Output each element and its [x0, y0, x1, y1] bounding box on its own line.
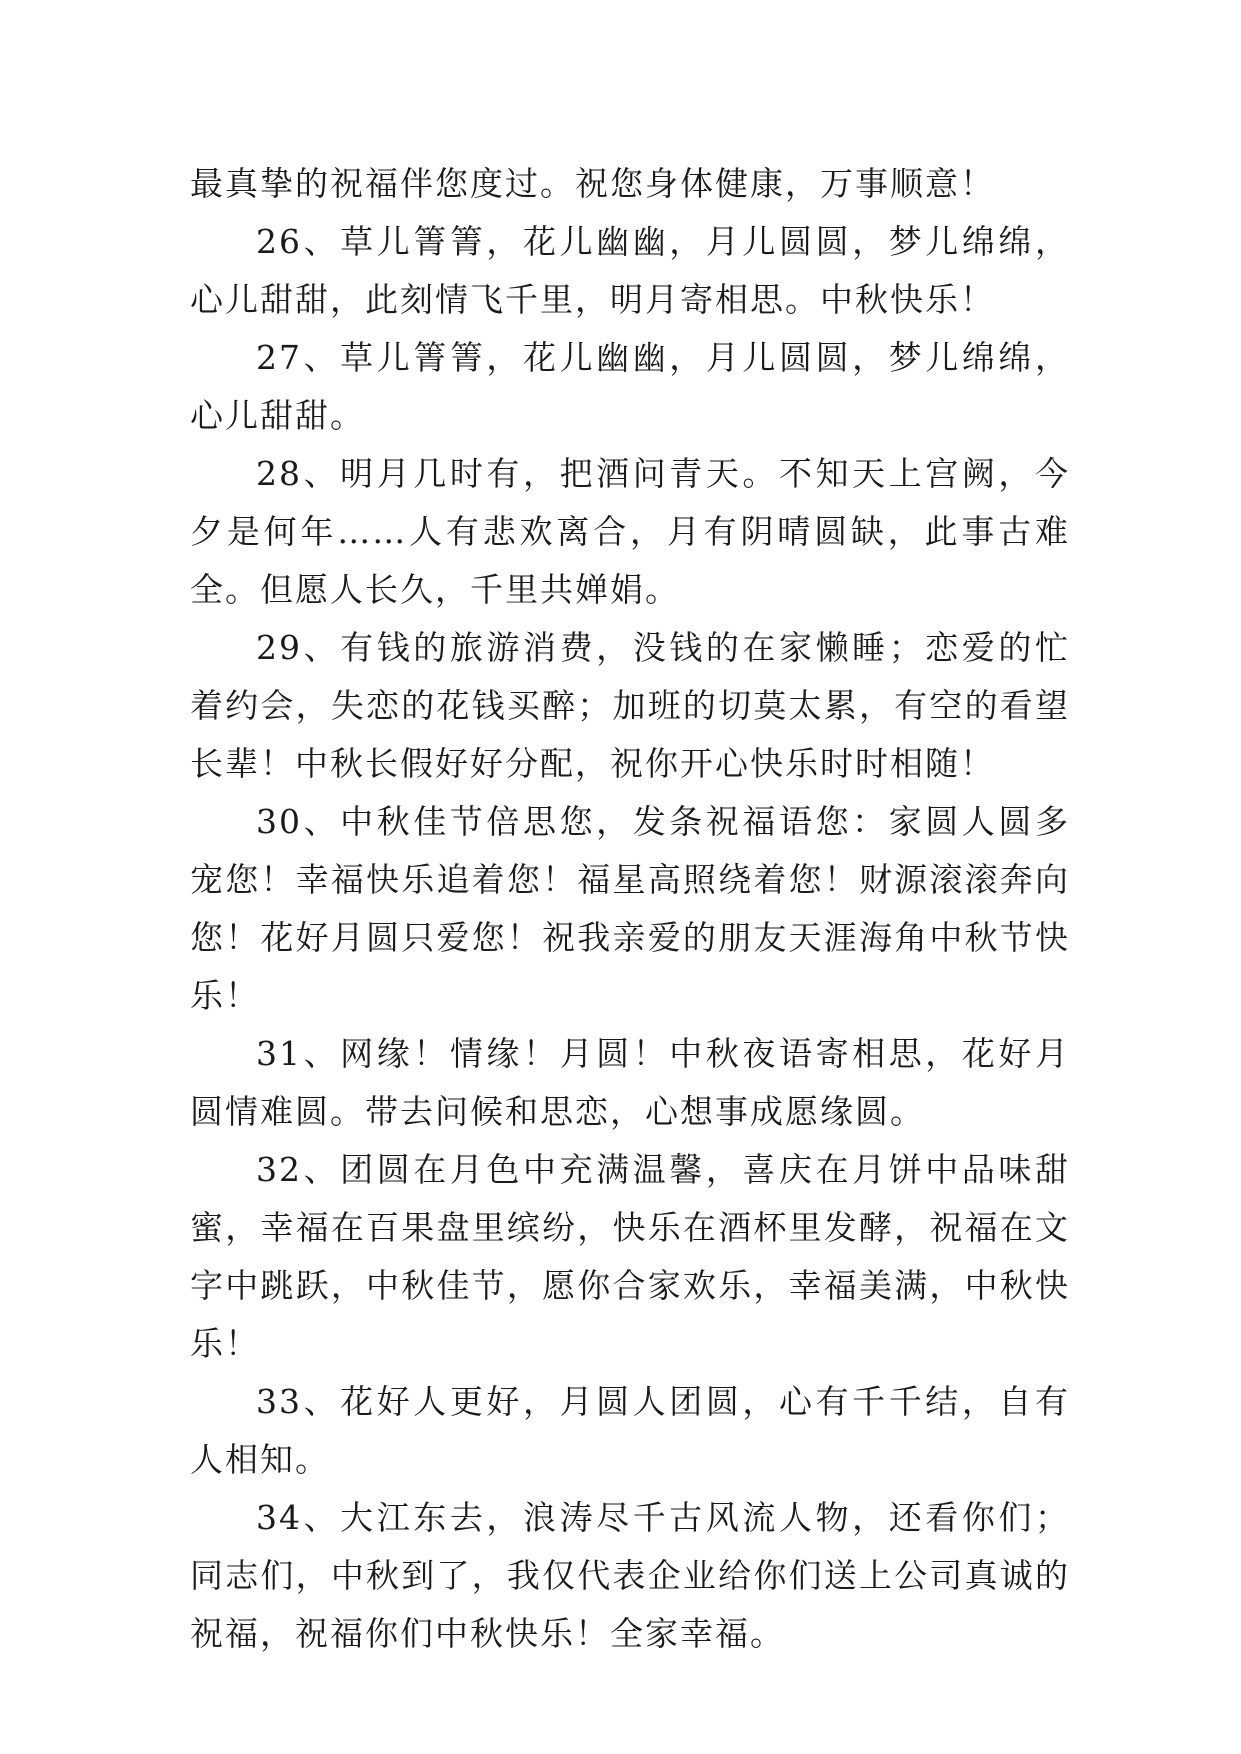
- paragraph-30: 30、中秋佳节倍思您，发条祝福语您：家圆人圆多宠您！幸福快乐追着您！福星高照绕着您！财源滚滚奔向您！花好月圆只爱您！祝我亲爱的朋友天涯海角中秋节快乐！: [190, 802, 1070, 1015]
- paragraph-27: 27、草儿箐箐，花儿幽幽，月儿圆圆，梦儿绵绵，心儿甜甜。: [190, 338, 1070, 435]
- paragraph-34: 34、大江东去，浪涛尽千古风流人物，还看你们；同志们，中秋到了，我仅代表企业给你们送上公司真诚的祝福，祝福你们中秋快乐！全家幸福。: [190, 1498, 1070, 1653]
- paragraph-29: 29、有钱的旅游消费，没钱的在家懒睡；恋爱的忙着约会，失恋的花钱买醉；加班的切莫太累，有空的看望长辈！中秋长假好好分配，祝你开心快乐时时相随！: [190, 628, 1070, 783]
- paragraph-32: 32、团圆在月色中充满温馨，喜庆在月饼中品味甜蜜，幸福在百果盘里缤纷，快乐在酒杯里发酵，祝福在文字中跳跃，中秋佳节，愿你合家欢乐，幸福美满，中秋快乐！: [190, 1150, 1070, 1363]
- paragraph-25-continuation: 最真挚的祝福伴您度过。祝您身体健康，万事顺意！: [190, 164, 995, 203]
- paragraph-33: 33、花好人更好，月圆人团圆，心有千千结，自有人相知。: [190, 1382, 1070, 1479]
- document-body: [190, 155, 1070, 1663]
- paragraph-31: 31、网缘！情缘！月圆！中秋夜语寄相思，花好月圆情难圆。带去问候和思恋，心想事成愿缘圆。: [190, 1034, 1070, 1131]
- paragraph-28: 28、明月几时有，把酒问青天。不知天上宫阙，今夕是何年……人有悲欢离合，月有阴晴圆缺，此事古难全。但愿人长久，千里共婵娟。: [190, 454, 1070, 609]
- paragraph-26: 26、草儿箐箐，花儿幽幽，月儿圆圆，梦儿绵绵，心儿甜甜，此刻情飞千里，明月寄相思。中秋快乐！: [190, 222, 1070, 319]
